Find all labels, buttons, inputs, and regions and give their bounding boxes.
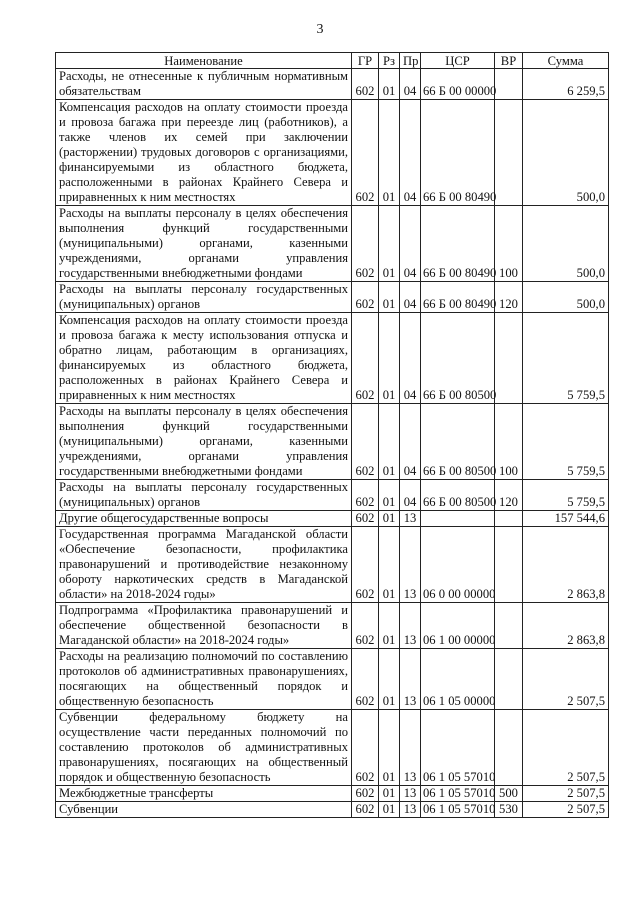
cell-sum: 2 507,5 <box>523 786 609 802</box>
cell-name: Расходы на выплаты персоналу в целях обеспечения выполнения функций государственными (муниципальными) органами, казенными учреждениями, органами управления государственными внебюджетными фондами <box>56 206 352 282</box>
cell-gr: 602 <box>352 100 379 206</box>
cell-pr: 13 <box>400 603 421 649</box>
cell-csr: 06 1 05 57010 <box>421 786 495 802</box>
table-row <box>56 404 609 480</box>
cell-gr: 602 <box>352 206 379 282</box>
header-name: Наименование <box>56 53 352 69</box>
cell-csr: 06 1 05 57010 <box>421 710 495 786</box>
cell-vr: 100 <box>495 206 523 282</box>
cell-sum: 500,0 <box>523 282 609 313</box>
cell-csr: 66 Б 00 80500 <box>421 480 495 511</box>
cell-sum: 2 507,5 <box>523 710 609 786</box>
table-row <box>56 511 609 527</box>
cell-gr: 602 <box>352 786 379 802</box>
table-row <box>56 480 609 511</box>
cell-rz: 01 <box>379 603 400 649</box>
cell-name: Субвенции <box>56 802 352 818</box>
cell-pr: 13 <box>400 511 421 527</box>
cell-csr: 66 Б 00 00000 <box>421 69 495 100</box>
cell-gr: 602 <box>352 480 379 511</box>
cell-gr: 602 <box>352 603 379 649</box>
cell-name: Расходы на выплаты персоналу в целях обеспечения выполнения функций государственными (муниципальными) органами, казенными учреждениями, органами управления государственными внебюджетными фондами <box>56 404 352 480</box>
cell-rz: 01 <box>379 313 400 404</box>
cell-csr: 66 Б 00 80490 <box>421 206 495 282</box>
cell-gr: 602 <box>352 313 379 404</box>
cell-csr: 66 Б 00 80490 <box>421 282 495 313</box>
cell-name: Другие общегосударственные вопросы <box>56 511 352 527</box>
cell-pr: 13 <box>400 802 421 818</box>
cell-pr: 13 <box>400 527 421 603</box>
table-body <box>56 69 609 818</box>
table-row <box>56 802 609 818</box>
cell-pr: 04 <box>400 206 421 282</box>
header-pr: Пр <box>400 53 421 69</box>
cell-rz: 01 <box>379 649 400 710</box>
header-gr: ГР <box>352 53 379 69</box>
cell-pr: 04 <box>400 282 421 313</box>
cell-name: Субвенции федеральному бюджету на осуществление части переданных полномочий по составлению протоколов об административных правонарушениях, посягающих на общественный порядок и общественную безопасность <box>56 710 352 786</box>
cell-pr: 04 <box>400 480 421 511</box>
cell-csr: 66 Б 00 80490 <box>421 100 495 206</box>
cell-vr: 120 <box>495 480 523 511</box>
cell-sum: 500,0 <box>523 206 609 282</box>
cell-vr <box>495 603 523 649</box>
cell-gr: 602 <box>352 527 379 603</box>
cell-name: Подпрограмма «Профилактика правонарушений и обеспечение общественной безопасности в Магаданской области» на 2018-2024 годы» <box>56 603 352 649</box>
cell-vr <box>495 649 523 710</box>
table-row <box>56 313 609 404</box>
cell-name: Расходы на реализацию полномочий по составлению протоколов об административных правонарушениях, посягающих на общественный порядок и общественную безопасность <box>56 649 352 710</box>
cell-pr: 04 <box>400 313 421 404</box>
cell-vr <box>495 527 523 603</box>
cell-rz: 01 <box>379 786 400 802</box>
cell-sum: 157 544,6 <box>523 511 609 527</box>
header-csr: ЦСР <box>421 53 495 69</box>
cell-csr: 06 1 05 57010 <box>421 802 495 818</box>
cell-vr: 100 <box>495 404 523 480</box>
cell-gr: 602 <box>352 404 379 480</box>
cell-csr: 06 1 00 00000 <box>421 603 495 649</box>
cell-rz: 01 <box>379 710 400 786</box>
cell-gr: 602 <box>352 649 379 710</box>
cell-vr: 500 <box>495 786 523 802</box>
cell-csr: 06 0 00 00000 <box>421 527 495 603</box>
cell-rz: 01 <box>379 802 400 818</box>
cell-vr <box>495 710 523 786</box>
cell-rz: 01 <box>379 206 400 282</box>
cell-pr: 13 <box>400 710 421 786</box>
cell-name: Расходы, не отнесенные к публичным нормативным обязательствам <box>56 69 352 100</box>
cell-name: Компенсация расходов на оплату стоимости проезда и провоза багажа при переезде лиц (работников), а также членов их семей при заключении (расторжении) трудовых договоров с организациями, финансируемыми из областного бюджета, расположенными в районах Крайнего Севера и приравненных к ним местностях <box>56 100 352 206</box>
cell-gr: 602 <box>352 69 379 100</box>
table-row <box>56 282 609 313</box>
cell-gr: 602 <box>352 282 379 313</box>
cell-sum: 6 259,5 <box>523 69 609 100</box>
table-row <box>56 527 609 603</box>
cell-vr: 120 <box>495 282 523 313</box>
cell-sum: 5 759,5 <box>523 313 609 404</box>
header-vr: ВР <box>495 53 523 69</box>
cell-csr: 06 1 05 00000 <box>421 649 495 710</box>
cell-name: Межбюджетные трансферты <box>56 786 352 802</box>
cell-sum: 2 863,8 <box>523 527 609 603</box>
cell-rz: 01 <box>379 69 400 100</box>
table-row <box>56 786 609 802</box>
cell-vr <box>495 511 523 527</box>
cell-pr: 13 <box>400 649 421 710</box>
cell-vr: 530 <box>495 802 523 818</box>
cell-sum: 2 507,5 <box>523 649 609 710</box>
cell-pr: 04 <box>400 404 421 480</box>
cell-csr <box>421 511 495 527</box>
cell-rz: 01 <box>379 527 400 603</box>
cell-name: Расходы на выплаты персоналу государственных (муниципальных) органов <box>56 480 352 511</box>
cell-gr: 602 <box>352 511 379 527</box>
table-row <box>56 206 609 282</box>
header-rz: Рз <box>379 53 400 69</box>
cell-pr: 04 <box>400 69 421 100</box>
cell-vr <box>495 313 523 404</box>
cell-sum: 5 759,5 <box>523 480 609 511</box>
cell-pr: 04 <box>400 100 421 206</box>
cell-csr: 66 Б 00 80500 <box>421 404 495 480</box>
page-number: 3 <box>316 22 324 37</box>
cell-name: Государственная программа Магаданской области «Обеспечение безопасности, профилактика правонарушений и противодействие незаконному обороту наркотических средств в Магаданской области» на 2018-2024 годы» <box>56 527 352 603</box>
cell-name: Компенсация расходов на оплату стоимости проезда и провоза багажа к месту использования отпуска и обратно лицам, работающим в организациях, финансируемых из областного бюджета, расположенных в районах Крайнего Севера и приравненных к ним местностях <box>56 313 352 404</box>
cell-pr: 13 <box>400 786 421 802</box>
cell-rz: 01 <box>379 100 400 206</box>
table-row <box>56 69 609 100</box>
cell-csr: 66 Б 00 80500 <box>421 313 495 404</box>
table-row <box>56 649 609 710</box>
cell-sum: 500,0 <box>523 100 609 206</box>
table-row <box>56 603 609 649</box>
header-sum: Сумма <box>523 53 609 69</box>
cell-rz: 01 <box>379 404 400 480</box>
cell-vr <box>495 69 523 100</box>
cell-name: Расходы на выплаты персоналу государственных (муниципальных) органов <box>56 282 352 313</box>
cell-rz: 01 <box>379 282 400 313</box>
table-row <box>56 710 609 786</box>
budget-table <box>55 52 609 818</box>
cell-gr: 602 <box>352 710 379 786</box>
cell-sum: 2 507,5 <box>523 802 609 818</box>
cell-rz: 01 <box>379 511 400 527</box>
cell-rz: 01 <box>379 480 400 511</box>
table-row <box>56 100 609 206</box>
cell-gr: 602 <box>352 802 379 818</box>
cell-sum: 2 863,8 <box>523 603 609 649</box>
cell-vr <box>495 100 523 206</box>
cell-sum: 5 759,5 <box>523 404 609 480</box>
table-header-row <box>56 53 609 69</box>
